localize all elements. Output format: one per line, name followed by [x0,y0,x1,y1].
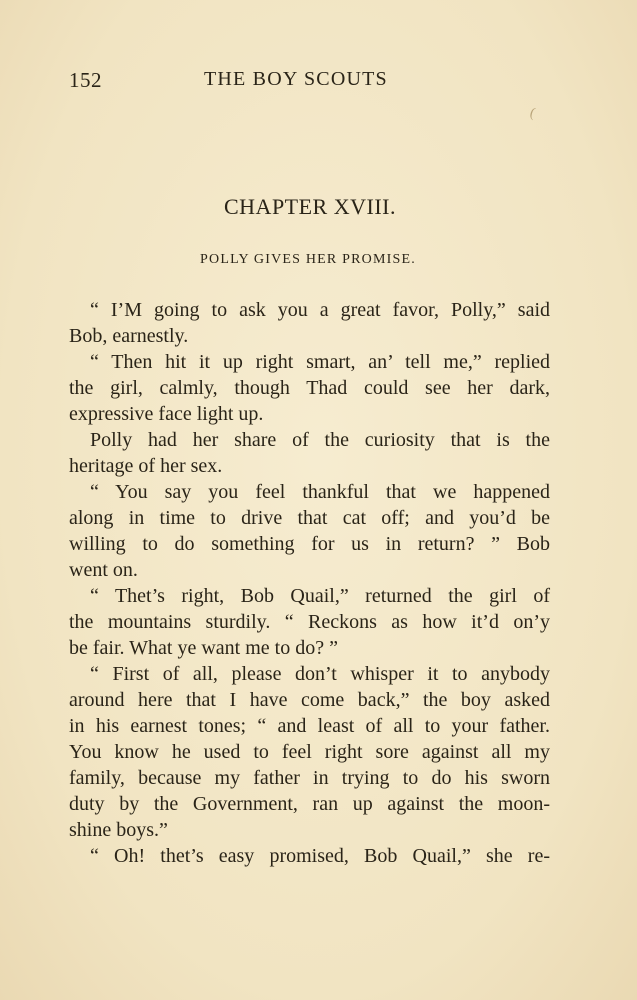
text-line: went on. [69,559,138,581]
page-number: 152 [69,68,102,92]
text-line: willing to do something for us in return? ” Bob [69,533,550,555]
text-line: “ Oh! thet’s easy promised, Bob Quail,” she re- [90,845,550,867]
text-line: the mountains sturdily. “ Reckons as how it’d on’y [69,611,550,633]
text-line: expressive face light up. [69,403,264,425]
text-line: “ Thet’s right, Bob Quail,” returned the girl of [90,585,550,607]
body-text [69,297,550,869]
text-line: Polly had her share of the curiosity that is the [90,429,550,451]
text-line: the girl, calmly, though Thad could see her dark, [69,377,550,399]
text-line: along in time to drive that cat off; and you’d be [69,507,550,529]
text-line: family, because my father in trying to do his sworn [69,767,550,789]
chapter-subtitle: POLLY GIVES HER PROMISE. [200,252,416,267]
text-line: “ I’M going to ask you a great favor, Polly,” said [90,299,550,321]
text-line: “ Then hit it up right smart, an’ tell me,” replied [90,351,550,373]
text-line: be fair. What ye want me to do? ” [69,637,338,659]
text-line: around here that I have come back,” the boy asked [69,689,550,711]
text-line: “ You say you feel thankful that we happened [90,481,550,503]
book-title: THE BOY SCOUTS [204,68,388,90]
text-line: shine boys.” [69,819,168,841]
text-line: duty by the Government, ran up against the moon- [69,793,550,815]
text-line: Bob, earnestly. [69,325,189,347]
text-line: You know he used to feel right sore against all my [69,741,550,763]
stray-ink-mark: ( [528,105,537,122]
text-line: heritage of her sex. [69,455,223,477]
text-line: in his earnest tones; “ and least of all to your father. [69,715,550,737]
running-head [69,68,549,94]
text-line: “ First of all, please don’t whisper it to anybody [90,663,550,685]
chapter-title: CHAPTER XVIII. [224,194,396,219]
